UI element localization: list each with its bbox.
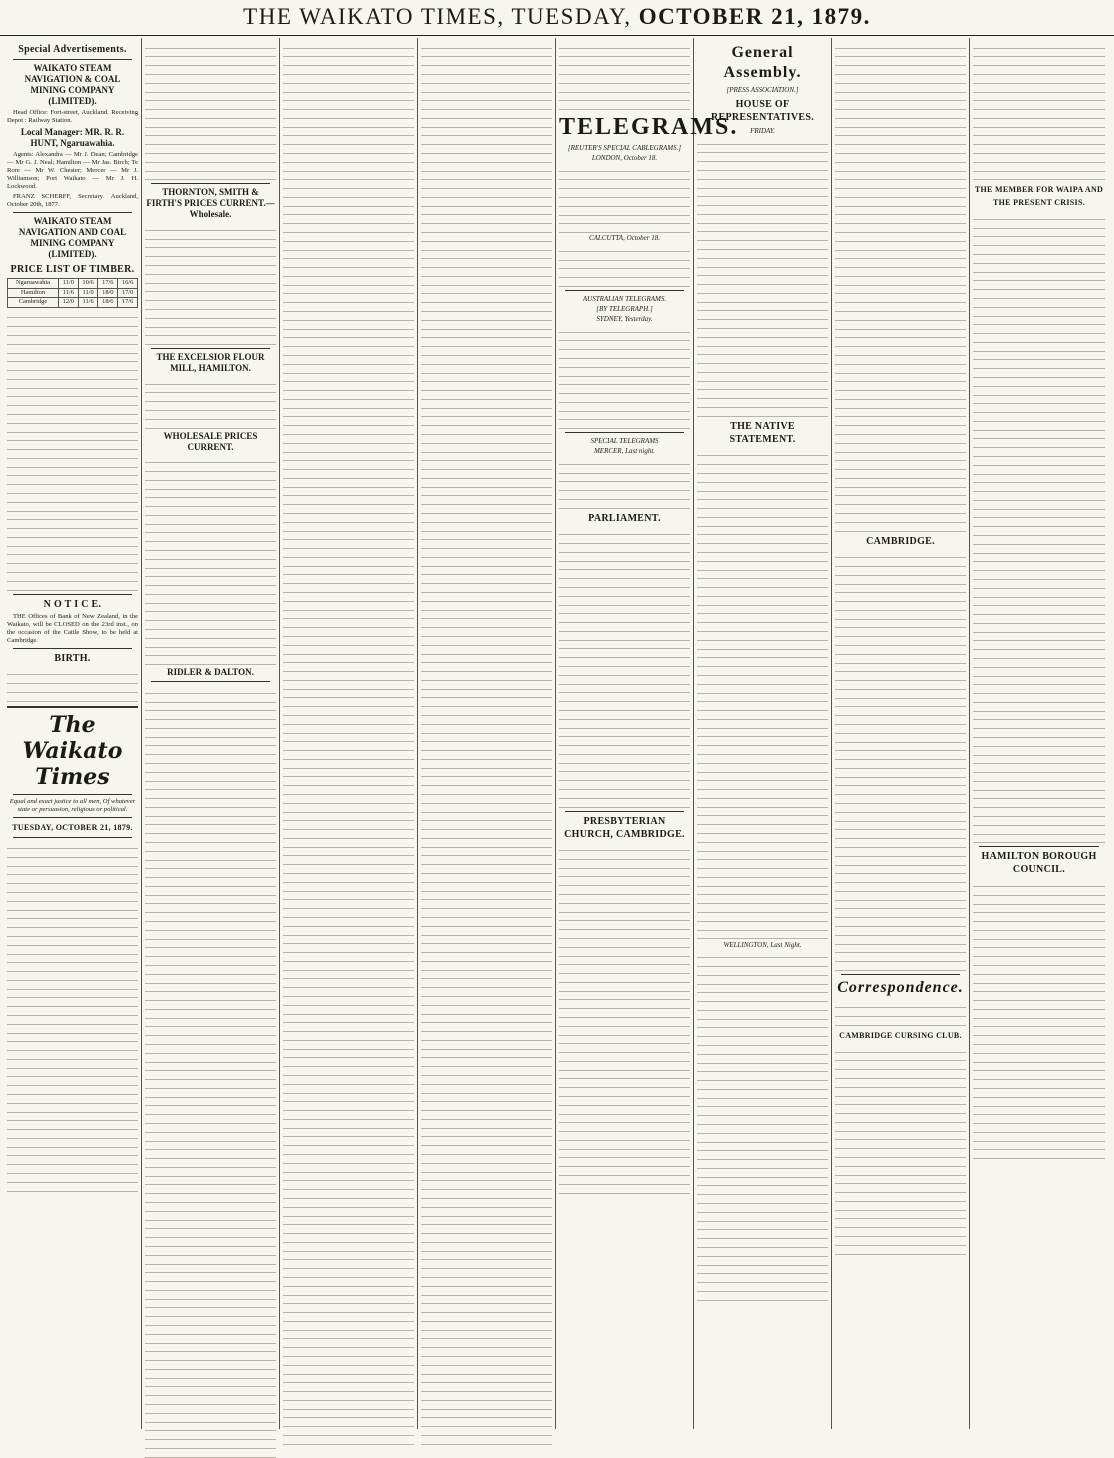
ridler-dalton-sign: RIDLER & DALTON. — [167, 667, 254, 678]
steam-navigation-ad-title: WAIKATO STEAM NAVIGATION & COAL MINING COMPANY (LIMITED). — [24, 63, 121, 106]
special-telegrams-heading: SPECIAL TELEGRAMS — [590, 437, 659, 446]
parliament-heading: PARLIAMENT. — [588, 512, 661, 524]
presbyterian-heading: PRESBYTERIAN CHURCH, CAMBRIDGE. — [564, 815, 685, 840]
mercer-dateline: MERCER, Last night. — [593, 447, 656, 456]
sydney-text — [559, 324, 690, 429]
bank-notice: THE Offices of Bank of New Zealand, in the Waikato, will be CLOSED on the 23rd inst., on the occasion of the Cattle Show, to be held at Cambridge. — [7, 612, 138, 644]
leader-date: TUESDAY, OCTOBER 21, 1879. — [12, 822, 133, 832]
masthead — [0, 0, 1114, 36]
col2-text-b — [145, 685, 276, 1458]
notice-heading: N O T I C E. — [43, 598, 102, 610]
by-telegraph: [BY TELEGRAPH.] — [596, 305, 653, 314]
col5-text-a — [559, 40, 690, 110]
col8-text-a — [973, 40, 1105, 180]
correspondence-note — [835, 1000, 966, 1026]
excelsior-mill-text — [145, 376, 276, 429]
column-6 — [694, 38, 832, 1429]
london-text — [559, 163, 690, 233]
native-statement-heading: THE NATIVE STATEMENT. — [729, 420, 796, 445]
thornton-prices-heading: THORNTON, SMITH & FIRTH'S PRICES CURRENT.—Wholesale. — [146, 187, 275, 220]
club-text — [835, 1044, 966, 1255]
wellington-dateline: WELLINGTON, Last Night. — [723, 940, 802, 949]
reuter-subheading: [REUTER'S SPECIAL CABLEGRAMS.] — [567, 144, 682, 153]
local-manager: Local Manager: MR. R. R. HUNT, Ngaruawahia. — [20, 127, 125, 148]
timber-price-list-heading: PRICE LIST OF TIMBER. — [10, 264, 135, 275]
timber-price-table: Ngaruawahia 11/0 10/6 17/6 16/6 Hamilton 11/6 11/0 18/0 17/0 Cambridge 12/0 11/6 18/6 17/6 — [7, 278, 138, 308]
house-text — [697, 136, 828, 417]
column-5 — [556, 38, 739, 1429]
column-3 — [280, 38, 418, 1429]
page-columns — [4, 38, 1110, 1429]
steam-navigation-ad-body: Head Office: Fort-street, Auckland. Receiving Depot : Railway Station. — [7, 109, 138, 124]
column-2 — [142, 38, 280, 1429]
calcutta-dateline: CALCUTTA, October 18. — [588, 234, 661, 243]
secretary-sign: FRANZ SCHERFF, Secretary. Auckland, October 20th, 1877. — [7, 193, 138, 208]
friday-heading: FRIDAY. — [750, 127, 775, 135]
member-text — [973, 211, 1105, 843]
col1-text-a — [7, 310, 138, 591]
column-8 — [970, 38, 1108, 1429]
thornton-prices-text — [145, 222, 276, 345]
cambridge-text — [835, 550, 966, 971]
australian-telegrams-heading: AUSTRALIAN TELEGRAMS. — [582, 295, 667, 304]
col4-text — [421, 40, 552, 1445]
hamilton-text — [973, 878, 1105, 1159]
special-advertisements-heading: Special Advertisements. — [18, 44, 127, 55]
steam-navigation-ad-title-2: WAIKATO STEAM NAVIGATION AND COAL MINING COMPANY (LIMITED). — [18, 216, 127, 259]
birth-heading: BIRTH. — [54, 652, 91, 664]
col3-text — [283, 40, 414, 1445]
house-heading: HOUSE OF REPRESENTATIVES. — [710, 99, 815, 123]
column-1 — [4, 38, 142, 1429]
col7-text-a — [835, 40, 966, 532]
parliament-text — [559, 527, 690, 808]
wellington-text — [697, 950, 828, 1301]
telegrams-heading: TELEGRAMS. — [559, 114, 739, 141]
issue-date: OCTOBER 21, 1879. — [638, 4, 871, 29]
sydney-dateline: SYDNEY, Yesterday. — [596, 315, 653, 324]
col1-leader-text — [7, 841, 138, 1192]
presbyterian-text — [559, 843, 690, 1194]
native-statement-text — [697, 448, 828, 940]
london-dateline: LONDON, October 18. — [591, 154, 658, 163]
general-assembly-heading: General Assembly. — [723, 44, 802, 81]
agents-list: Agents: Alexandra — Mr J. Dean; Cambridge — Mr G. J. Neal; Hamilton — Mr Jas. Birch; Te Rore — Mr W. Chester; Mercer — Mr J. Williamson; Port Waikato — Mr J. H. Lockwood. — [7, 151, 138, 190]
correspondence-heading: Correspondence. — [837, 978, 964, 996]
motto: Equal and exact justice to all men, Of whatever state or persuasion, religious or political. — [9, 797, 136, 813]
member-for-waipa-heading: THE MEMBER FOR WAIPA AND THE PRESENT CRISIS. — [974, 185, 1104, 208]
column-7 — [832, 38, 970, 1429]
column-4 — [418, 38, 556, 1429]
birth-text — [7, 667, 138, 702]
wholesale-prices-heading: WHOLESALE PRICES CURRENT. — [163, 430, 258, 452]
cursing-club-heading: CAMBRIDGE CURSING CLUB. — [839, 1031, 962, 1041]
col2-text-a — [145, 40, 276, 180]
wholesale-prices-text — [145, 455, 276, 666]
cambridge-heading: CAMBRIDGE. — [866, 535, 935, 547]
newspaper-title: THE WAIKATO TIMES, TUESDAY, OCTOBER 21, 1879. — [243, 4, 871, 29]
press-association: [PRESS ASSOCIATION.] — [726, 86, 799, 94]
mercer-text — [559, 456, 690, 509]
calcutta-text — [559, 243, 690, 287]
hamilton-borough-heading: HAMILTON BOROUGH COUNCIL. — [981, 851, 1097, 876]
paper-nameplate: The Waikato Times — [22, 711, 123, 790]
excelsior-mill-heading: THE EXCELSIOR FLOUR MILL, HAMILTON. — [156, 352, 265, 374]
